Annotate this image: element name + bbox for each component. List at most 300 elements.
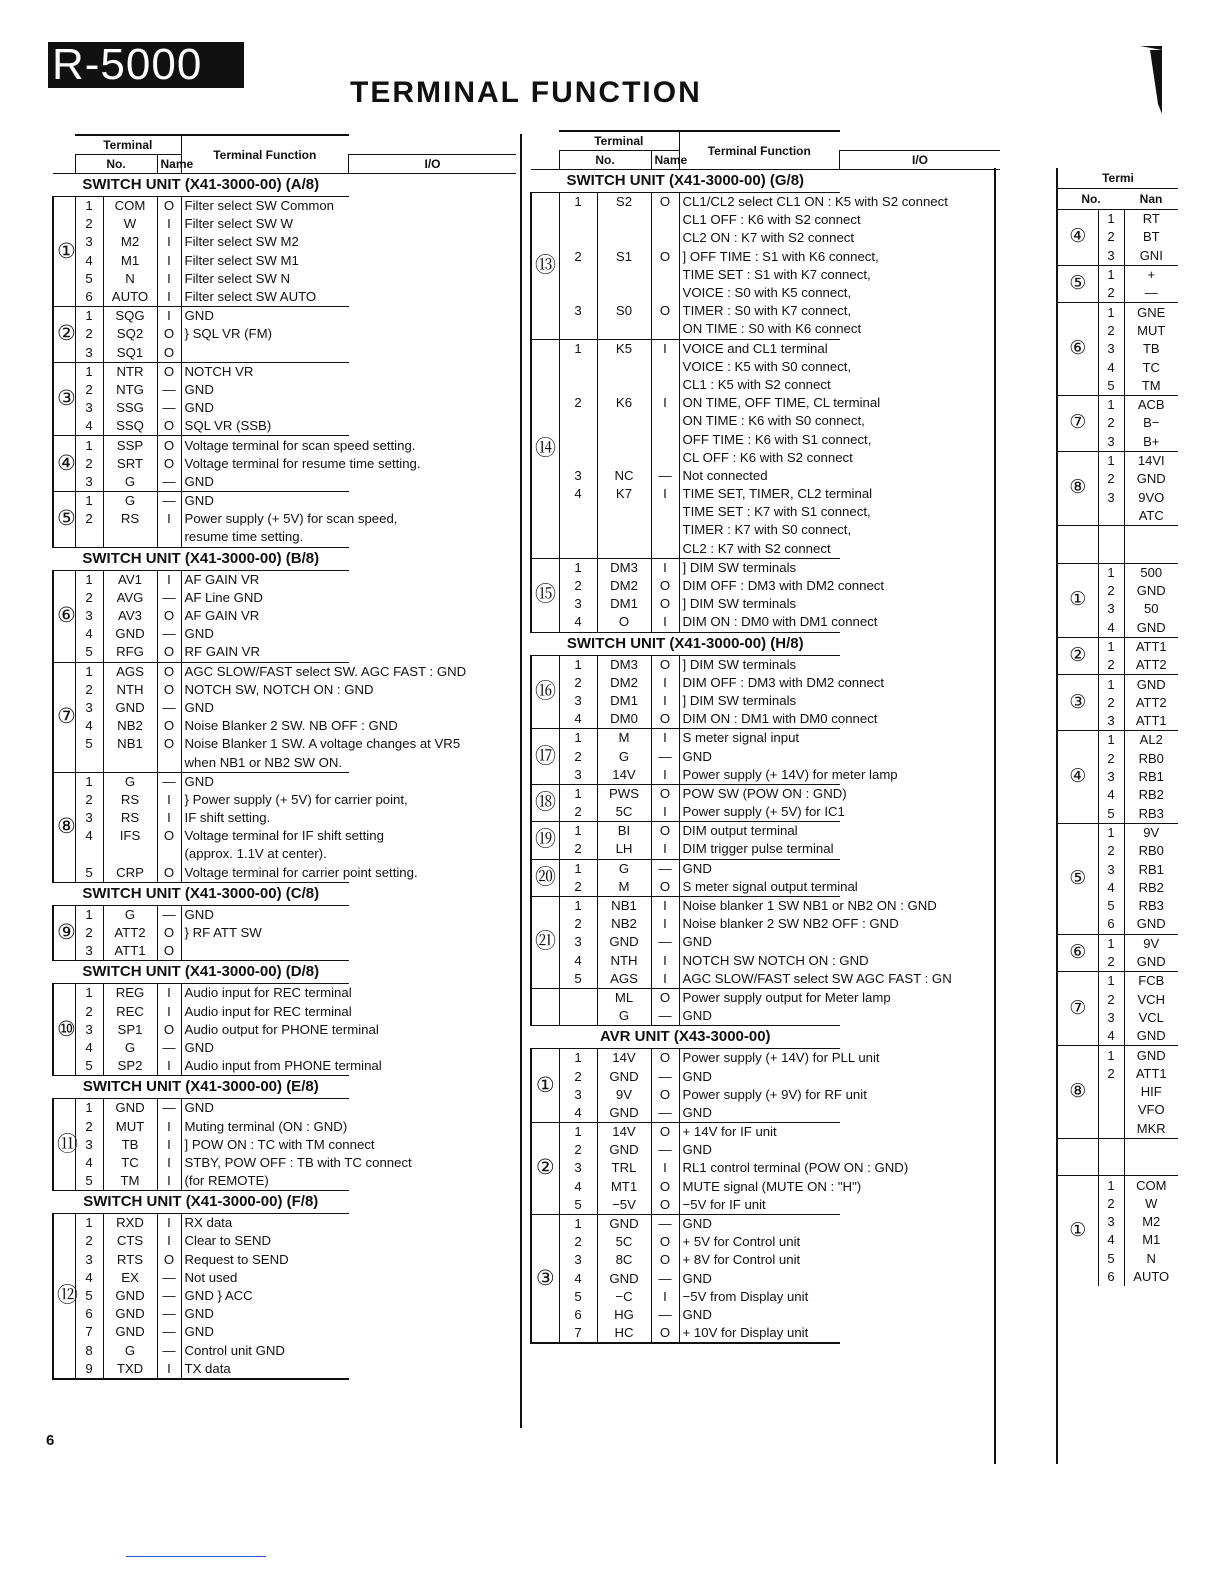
left-frame-right — [520, 134, 522, 1428]
table-row — [53, 381, 516, 399]
connector-number: ㉑ — [531, 896, 559, 988]
table-row — [53, 1232, 516, 1250]
pin-io — [157, 753, 181, 772]
pin-number — [559, 266, 597, 284]
table-row — [531, 503, 1000, 521]
table-row — [53, 1057, 516, 1076]
pin-function: Control unit GND — [181, 1342, 348, 1360]
pin-name: M2 — [103, 233, 157, 251]
pin-number: 3 — [75, 1021, 103, 1039]
pin-function: −5V for IF unit — [679, 1196, 839, 1215]
pin-io: I — [651, 1159, 679, 1177]
pin-name: SSG — [103, 399, 157, 417]
pin-name: RS — [103, 809, 157, 827]
connector-number: ④ — [1058, 731, 1098, 823]
table-row — [531, 915, 1000, 933]
pin-name — [597, 229, 651, 247]
pin-io: I — [157, 215, 181, 233]
pin-name: GND — [103, 1305, 157, 1323]
pin-io: — — [651, 933, 679, 951]
connector-number: ① — [1058, 1176, 1098, 1286]
pin-name: RXD — [103, 1214, 157, 1233]
pin-name: 5C — [597, 1233, 651, 1251]
connector-number: ① — [53, 197, 75, 307]
table-row — [531, 933, 1000, 951]
pin-io: O — [651, 577, 679, 595]
pin-io: I — [651, 613, 679, 632]
pin-function: Audio input for REC terminal — [181, 984, 348, 1003]
header-spacer — [53, 155, 75, 174]
column-header-no: No. — [559, 151, 651, 170]
table-row — [1058, 265, 1178, 284]
pin-number: 5 — [559, 1196, 597, 1215]
pin-function: GND — [181, 1039, 348, 1057]
pin-function: GND — [679, 1007, 839, 1026]
table-row — [53, 1214, 516, 1233]
pin-name: ATT2 — [103, 924, 157, 942]
pin-number: 1 — [1098, 265, 1124, 284]
pin-name: RB1 — [1138, 861, 1164, 877]
pin-number: 1 — [1098, 731, 1124, 750]
pin-io: I — [157, 1003, 181, 1021]
table-row — [531, 193, 1000, 212]
pin-number: 1 — [559, 1214, 597, 1233]
pin-number: 2 — [1098, 750, 1124, 768]
pin-number: 5 — [75, 735, 103, 753]
column-header-terminal: Terminal — [75, 135, 181, 155]
pin-name: M1 — [1142, 1232, 1161, 1248]
connector-number: ④ — [53, 436, 75, 492]
table-row — [531, 1233, 1000, 1251]
table-row — [531, 376, 1000, 394]
pin-number: 1 — [75, 1214, 103, 1233]
pin-io — [651, 358, 679, 376]
pin-number — [559, 211, 597, 229]
pin-name: GND — [597, 1141, 651, 1159]
pin-function: Noise blanker 2 SW NB2 OFF : GND — [679, 915, 839, 933]
table-row — [1058, 1138, 1178, 1157]
pin-io: I — [651, 766, 679, 785]
pin-number: 5 — [1098, 377, 1124, 396]
pin-function: NOTCH SW, NOTCH ON : GND — [181, 681, 348, 699]
pin-number: 4 — [75, 1154, 103, 1172]
pin-io: I — [651, 558, 679, 577]
pin-name — [597, 412, 651, 430]
pin-io: I — [157, 1172, 181, 1191]
pin-io: O — [651, 1049, 679, 1068]
table-row — [53, 699, 516, 717]
column-header-function: Terminal Function — [679, 131, 839, 170]
pin-name: ATT1 — [1135, 1065, 1167, 1081]
pin-name: RB3 — [1138, 898, 1164, 914]
pin-name: TRL — [597, 1159, 651, 1177]
pin-function: Filter select SW AUTO — [181, 288, 348, 307]
pin-name: DM3 — [597, 558, 651, 577]
pin-name: GND — [1136, 619, 1166, 635]
table-row — [53, 625, 516, 643]
pin-io: O — [651, 193, 679, 212]
pin-name: DM2 — [597, 577, 651, 595]
pin-function: ] OFF TIME : S1 with K6 connect, — [679, 248, 839, 266]
pin-io: — — [157, 1099, 181, 1118]
table-row — [531, 302, 1000, 320]
pin-name: K5 — [597, 339, 651, 358]
table-row — [53, 528, 516, 547]
pin-number: 1 — [1098, 303, 1124, 322]
pin-function: (for REMOTE) — [181, 1172, 348, 1191]
pin-function: CL1 : K5 with S2 connect — [679, 376, 839, 394]
pin-function: GND — [679, 1270, 839, 1288]
pin-number: 2 — [1098, 953, 1124, 972]
pin-function: CL2 ON : K7 with S2 connect — [679, 229, 839, 247]
pin-number — [75, 528, 103, 547]
column-header-no: No. — [1058, 189, 1124, 210]
pin-function: VOICE : K5 with S0 connect, — [679, 358, 839, 376]
pin-io: I — [651, 339, 679, 358]
pin-number: 2 — [1098, 694, 1124, 712]
pin-number: 3 — [559, 766, 597, 785]
table-row — [53, 270, 516, 288]
pin-number: 2 — [1098, 414, 1124, 432]
pin-name: RS — [103, 791, 157, 809]
pin-name: GND — [1136, 954, 1166, 970]
pin-function: CL1/CL2 select CL1 ON : K5 with S2 connect — [679, 193, 839, 212]
pin-number: 3 — [1098, 1009, 1124, 1027]
pin-number — [559, 430, 597, 448]
connector-number: ⑩ — [53, 984, 75, 1076]
section-heading: SWITCH UNIT (X41-3000-00) (G/8) — [531, 170, 840, 193]
pin-io: — — [157, 1342, 181, 1360]
pin-io: O — [651, 1324, 679, 1343]
table-row — [53, 344, 516, 363]
table-row — [53, 233, 516, 251]
pin-number: 3 — [1098, 712, 1124, 731]
pin-name: G — [597, 1007, 651, 1026]
pin-number — [1098, 544, 1124, 563]
pin-function: Power supply (+ 14V) for meter lamp — [679, 766, 839, 785]
table-row — [53, 570, 516, 589]
pin-number: 2 — [1098, 322, 1124, 340]
table-row — [53, 791, 516, 809]
pin-name: GND — [1124, 675, 1178, 694]
pin-io: — — [157, 399, 181, 417]
pin-number: 3 — [1098, 860, 1124, 878]
pin-name — [597, 211, 651, 229]
pin-number: 2 — [75, 455, 103, 473]
table-row — [531, 710, 1000, 729]
pin-number: 4 — [559, 710, 597, 729]
pin-number: 1 — [75, 197, 103, 216]
pin-number: 1 — [1098, 972, 1124, 991]
pin-function: GND — [679, 1067, 839, 1085]
pin-function: GND — [679, 1306, 839, 1324]
pin-number: 5 — [1098, 897, 1124, 915]
table-row — [53, 717, 516, 735]
pin-name — [597, 376, 651, 394]
pin-number: 1 — [559, 784, 597, 803]
pin-number — [1098, 1138, 1124, 1157]
pin-name — [103, 528, 157, 547]
pin-function: S meter signal input — [679, 729, 839, 748]
table-row — [53, 436, 516, 455]
column-header-terminal: Terminal — [559, 131, 679, 151]
pin-name: GND — [1136, 1028, 1166, 1044]
pin-number: 5 — [75, 270, 103, 288]
pin-io: O — [651, 1086, 679, 1104]
pin-function: Voltage terminal for resume time setting. — [181, 455, 348, 473]
pin-number: 4 — [559, 952, 597, 970]
pin-name: SSP — [103, 436, 157, 455]
corner-mark — [1140, 44, 1162, 124]
pin-name: ATT2 — [1135, 657, 1167, 673]
pin-number: 2 — [559, 1233, 597, 1251]
table-row — [531, 878, 1000, 897]
pin-function: Not connected — [679, 467, 839, 485]
pin-name: AUTO — [1133, 1269, 1170, 1285]
pin-io: — — [157, 381, 181, 399]
pin-function: Clear to SEND — [181, 1232, 348, 1250]
pin-function: GND — [679, 933, 839, 951]
pin-io: I — [157, 1232, 181, 1250]
pin-function: Voltage terminal for carrier point setting. — [181, 864, 348, 883]
pin-io: O — [651, 784, 679, 803]
table-row — [53, 325, 516, 343]
pin-number: 3 — [559, 595, 597, 613]
table-row — [531, 952, 1000, 970]
pin-name: VCH — [1137, 991, 1165, 1007]
pin-io: I — [157, 570, 181, 589]
pin-name: RB3 — [1138, 805, 1164, 821]
pin-name: S0 — [597, 302, 651, 320]
pin-name: CTS — [103, 1232, 157, 1250]
pin-name: TXD — [103, 1360, 157, 1379]
pin-function: GND — [679, 1214, 839, 1233]
page-number: 6 — [46, 1432, 55, 1449]
pin-io: O — [157, 1251, 181, 1269]
pin-function: when NB1 or NB2 SW ON. — [181, 753, 348, 772]
pin-name: TM — [103, 1172, 157, 1191]
pin-number: 1 — [559, 655, 597, 674]
pin-number: 2 — [559, 747, 597, 765]
table-row — [53, 1287, 516, 1305]
pin-number: 3 — [75, 607, 103, 625]
pin-name — [1124, 526, 1178, 545]
pin-io: O — [157, 827, 181, 845]
pin-function: } Power supply (+ 5V) for carrier point, — [181, 791, 348, 809]
pin-name: GND — [103, 1099, 157, 1118]
connector-number: ⑦ — [1058, 972, 1098, 1046]
pin-number — [1098, 507, 1124, 526]
pin-number: 3 — [559, 1086, 597, 1104]
table-row — [53, 1172, 516, 1191]
pin-name: GNI — [1139, 247, 1163, 263]
pin-function: S meter signal output terminal — [679, 878, 839, 897]
table-row — [531, 1178, 1000, 1196]
pin-number: 2 — [559, 1141, 597, 1159]
table-row — [53, 455, 516, 473]
pin-number: 3 — [559, 467, 597, 485]
pin-io: O — [157, 344, 181, 363]
pin-io: I — [651, 952, 679, 970]
pin-name: BI — [597, 822, 651, 841]
pin-number: 3 — [1098, 488, 1124, 506]
pin-function: POW SW (POW ON : GND) — [679, 784, 839, 803]
table-row — [531, 1123, 1000, 1142]
table-row — [53, 417, 516, 436]
pin-number: 1 — [1098, 563, 1124, 582]
pin-name: NTG — [103, 381, 157, 399]
pin-function: Noise Blanker 1 SW. A voltage changes at VR5 — [181, 735, 348, 753]
pin-number: 2 — [1098, 842, 1124, 860]
connector-number: ⑦ — [1058, 395, 1098, 451]
column-header-no: No. — [75, 155, 157, 174]
pin-name: 50 — [1144, 601, 1159, 617]
pin-io: O — [157, 717, 181, 735]
pin-name: 14V — [597, 766, 651, 785]
model-banner: R-5000 — [48, 42, 244, 88]
pin-number: 2 — [559, 915, 597, 933]
connector-number: ⑤ — [53, 492, 75, 548]
table-row — [531, 1159, 1000, 1177]
pin-number: 3 — [75, 809, 103, 827]
pin-name: RB1 — [1138, 769, 1164, 785]
table-row — [531, 1104, 1000, 1123]
pin-io: O — [651, 595, 679, 613]
pin-number — [559, 376, 597, 394]
pin-name: REG — [103, 984, 157, 1003]
table-row — [1058, 303, 1178, 322]
pin-io — [651, 430, 679, 448]
table-row — [1058, 395, 1178, 414]
pin-name — [1124, 1138, 1178, 1157]
pin-name: TB — [103, 1136, 157, 1154]
pin-io — [651, 449, 679, 467]
pin-number — [559, 503, 597, 521]
table-row — [531, 896, 1000, 915]
pin-number: 1 — [1098, 210, 1124, 229]
pin-io: — — [157, 492, 181, 511]
pin-function: TX data — [181, 1360, 348, 1379]
pin-number: 4 — [75, 827, 103, 845]
pin-function: RL1 control terminal (POW ON : GND) — [679, 1159, 839, 1177]
pin-number: 1 — [75, 662, 103, 681]
table-row — [53, 942, 516, 961]
pin-number: 3 — [559, 1159, 597, 1177]
pin-number — [559, 284, 597, 302]
pin-io: O — [651, 248, 679, 266]
connector-number: ② — [531, 1123, 559, 1215]
table-row — [53, 1154, 516, 1172]
pin-io: O — [157, 1021, 181, 1039]
pin-function: SQL VR (SSB) — [181, 417, 348, 436]
section-heading: SWITCH UNIT (X41-3000-00) (B/8) — [53, 547, 349, 570]
pin-number: 2 — [559, 840, 597, 859]
connector-number: ④ — [1058, 210, 1098, 266]
pin-number: 4 — [1098, 1027, 1124, 1046]
table-row — [1058, 1046, 1178, 1065]
pin-function: GND — [181, 1305, 348, 1323]
terminal-table-middle — [530, 130, 1000, 1346]
pin-number: 2 — [1098, 470, 1124, 488]
pin-name: M1 — [103, 252, 157, 270]
pin-function: Muting terminal (ON : GND) — [181, 1117, 348, 1135]
connector-number: ⑧ — [1058, 451, 1098, 525]
pin-number: 6 — [75, 288, 103, 307]
pin-function: CL2 : K7 with S2 connect — [679, 540, 839, 559]
pin-number: 1 — [559, 729, 597, 748]
pin-name: LH — [597, 840, 651, 859]
table-row — [531, 266, 1000, 284]
pin-io: O — [157, 735, 181, 753]
pin-name: AL2 — [1124, 731, 1178, 750]
pin-name: G — [597, 859, 651, 878]
table-row — [531, 358, 1000, 376]
pin-number: 6 — [1098, 1268, 1124, 1286]
table-row — [53, 905, 516, 924]
pin-function: STBY, POW OFF : TB with TC connect — [181, 1154, 348, 1172]
pin-number: 1 — [75, 772, 103, 791]
pin-name: G — [597, 747, 651, 765]
table-row — [53, 1136, 516, 1154]
pin-function: DIM ON : DM0 with DM1 connect — [679, 613, 839, 632]
pin-io: O — [157, 924, 181, 942]
pin-number: 2 — [1098, 582, 1124, 600]
table-row — [531, 1141, 1000, 1159]
pin-io: — — [157, 1269, 181, 1287]
pin-io: I — [157, 270, 181, 288]
pin-number: 2 — [75, 510, 103, 528]
pin-name: GND — [597, 1104, 651, 1123]
pin-number: 1 — [559, 822, 597, 841]
connector-number: ⑥ — [1058, 934, 1098, 972]
pin-number: 4 — [75, 1039, 103, 1057]
pin-function: RF GAIN VR — [181, 643, 348, 662]
pin-number: 4 — [559, 485, 597, 503]
pin-name: G — [103, 772, 157, 791]
pin-name: M — [597, 729, 651, 748]
pin-function: ] POW ON : TC with TM connect — [181, 1136, 348, 1154]
header-spacer — [531, 151, 559, 170]
pin-function: Filter select SW M2 — [181, 233, 348, 251]
pin-io — [651, 320, 679, 339]
column-header-name: Name — [157, 155, 181, 174]
pin-number: 3 — [75, 942, 103, 961]
pin-io: I — [651, 674, 679, 692]
pin-function: Not used — [181, 1269, 348, 1287]
pin-io: I — [651, 803, 679, 822]
pin-io: I — [157, 233, 181, 251]
pin-number: 3 — [1098, 600, 1124, 618]
pin-number: 4 — [1098, 619, 1124, 638]
pin-number: 3 — [1098, 340, 1124, 358]
pin-name: ATT2 — [1135, 694, 1167, 710]
table-row — [531, 595, 1000, 613]
table-row — [1058, 823, 1178, 842]
pin-function: GND — [679, 859, 839, 878]
table-row — [53, 1269, 516, 1287]
connector-number — [1058, 1138, 1098, 1176]
connector-number: ⑬ — [531, 193, 559, 340]
pin-number: 2 — [1098, 990, 1124, 1008]
pin-name: 9V — [1124, 823, 1178, 842]
pin-name: BT — [1142, 229, 1160, 245]
table-row — [53, 288, 516, 307]
pin-number — [75, 845, 103, 863]
pin-function: AGC SLOW/FAST select SW AGC FAST : GN — [679, 970, 839, 989]
pin-io: O — [157, 681, 181, 699]
pin-function: CL1 OFF : K6 with S2 connect — [679, 211, 839, 229]
pin-function: GND } ACC — [181, 1287, 348, 1305]
